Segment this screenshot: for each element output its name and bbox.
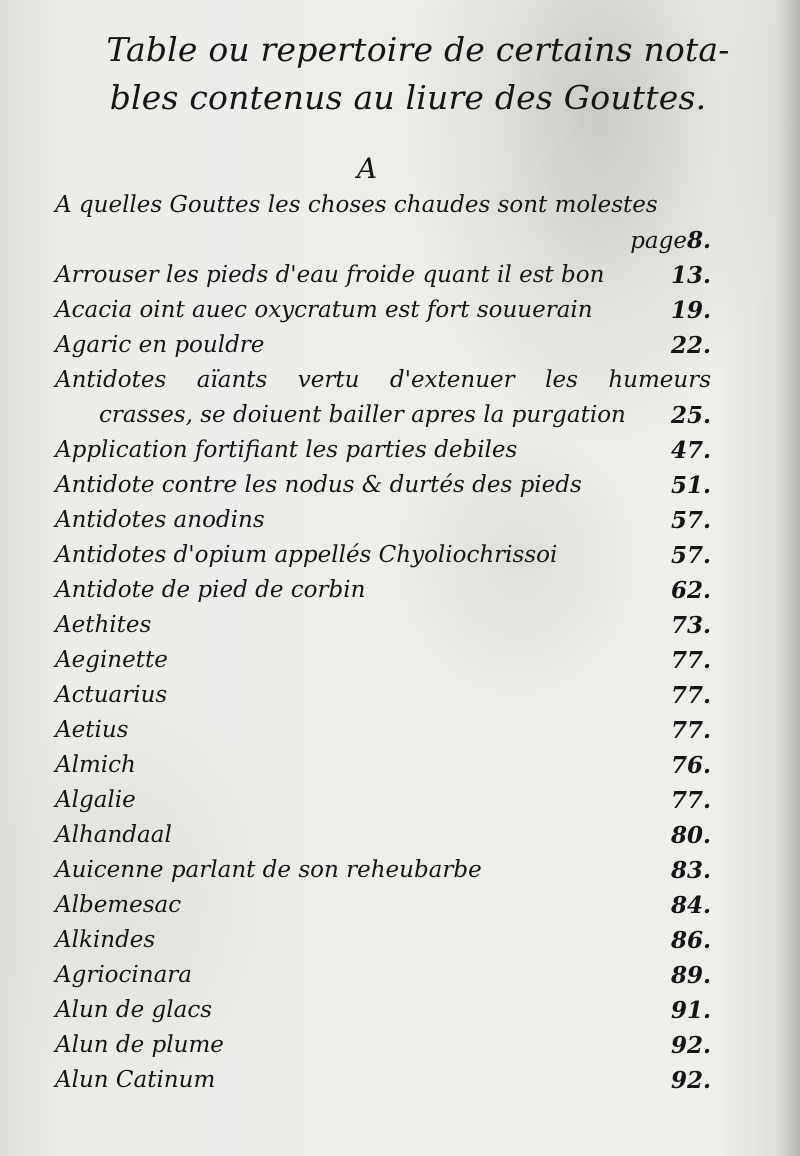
entry-page: 57. bbox=[670, 542, 711, 569]
index-entry bbox=[55, 608, 715, 643]
entry-text: Application fortifiant les parties debiles bbox=[55, 437, 518, 463]
entry-text: Arrouser les pieds d'eau froide quant il est bon bbox=[55, 262, 605, 288]
entry-page: 77. bbox=[670, 647, 711, 674]
entry-text: Alun de plume bbox=[55, 1032, 224, 1058]
index-entry bbox=[55, 573, 715, 608]
index-entry bbox=[55, 503, 715, 538]
entry-text: Algalie bbox=[55, 787, 136, 813]
index-entry bbox=[55, 783, 715, 818]
entry-page: 84. bbox=[670, 892, 711, 919]
entry-page: 57. bbox=[670, 507, 711, 534]
index-entry bbox=[55, 993, 715, 1028]
entry-text: Aetius bbox=[55, 717, 129, 743]
entry-page: 86. bbox=[670, 927, 711, 954]
index-entry bbox=[55, 293, 715, 328]
index-entry bbox=[55, 888, 715, 923]
page-word: page bbox=[630, 228, 687, 254]
entry-page: 62. bbox=[670, 577, 711, 604]
entry-page: 25. bbox=[670, 402, 711, 429]
entry-text: Alhandaal bbox=[55, 822, 172, 848]
entry-page: 51. bbox=[670, 472, 711, 499]
index-entries bbox=[55, 188, 715, 1098]
entry-page: 77. bbox=[670, 717, 711, 744]
entry-page: 91. bbox=[670, 997, 711, 1024]
index-entry bbox=[55, 853, 715, 888]
entry-text: Acacia oint auec oxycratum est fort souuerain bbox=[55, 297, 593, 323]
entry-text: Auicenne parlant de son reheubarbe bbox=[55, 857, 482, 883]
entry-page: 47. bbox=[670, 437, 711, 464]
index-entry bbox=[55, 713, 715, 748]
entry-page: 13. bbox=[670, 262, 711, 289]
entry-text: Actuarius bbox=[55, 682, 168, 708]
entry-page: 76. bbox=[670, 752, 711, 779]
entry-text: Alun Catinum bbox=[55, 1067, 216, 1093]
entry-text: Antidotes anodins bbox=[55, 507, 265, 533]
index-entry bbox=[55, 1028, 715, 1063]
entry-text: Antidotes d'opium appellés Chyoliochrissoi bbox=[55, 542, 558, 568]
entry-text: Aeginette bbox=[55, 647, 168, 673]
entry-text: A quelles Gouttes les choses chaudes sont molestes bbox=[55, 192, 658, 218]
entry-page: 77. bbox=[670, 787, 711, 814]
index-entry bbox=[55, 363, 715, 398]
entry-page: 92. bbox=[670, 1032, 711, 1059]
entry-page: 22. bbox=[670, 332, 711, 359]
entry-text: Antidotes aïants vertu d'extenuer les humeurs bbox=[55, 367, 711, 393]
index-entry bbox=[55, 188, 715, 258]
entry-page: 80. bbox=[670, 822, 711, 849]
index-entry bbox=[55, 923, 715, 958]
entry-text: Alun de glacs bbox=[55, 997, 213, 1023]
index-entry bbox=[55, 328, 715, 363]
page-title-line-1: Table ou repertoire de certains nota- bbox=[106, 30, 730, 69]
index-entry bbox=[55, 258, 715, 293]
entry-text: Agriocinara bbox=[55, 962, 193, 988]
entry-text: Antidote de pied de corbin bbox=[55, 577, 366, 603]
index-entry bbox=[55, 538, 715, 573]
entry-page-line bbox=[630, 223, 711, 259]
entry-text: Alkindes bbox=[55, 927, 156, 953]
page-gutter-shadow bbox=[778, 0, 800, 1156]
index-entry bbox=[55, 678, 715, 713]
entry-page: 89. bbox=[670, 962, 711, 989]
entry-text: Agaric en pouldre bbox=[55, 332, 265, 358]
section-letter: A bbox=[356, 152, 378, 185]
index-entry bbox=[55, 643, 715, 678]
entry-page: 19. bbox=[670, 297, 711, 324]
entry-page: 8. bbox=[686, 227, 711, 254]
index-entry bbox=[55, 433, 715, 468]
page-title-line-2: bles contenus au liure des Gouttes. bbox=[109, 78, 707, 117]
index-entry bbox=[55, 1063, 715, 1098]
index-entry bbox=[55, 818, 715, 853]
entry-text: Aethites bbox=[55, 612, 152, 638]
entry-text: crasses, se doiuent bailler apres la purgation bbox=[99, 402, 626, 428]
index-entry-continuation bbox=[55, 398, 715, 433]
entry-page: 73. bbox=[670, 612, 711, 639]
index-entry bbox=[55, 958, 715, 993]
entry-text: Albemesac bbox=[55, 892, 182, 918]
entry-text: Almich bbox=[55, 752, 136, 778]
entry-page: 92. bbox=[670, 1067, 711, 1094]
entry-text: Antidote contre les nodus & durtés des pieds bbox=[55, 472, 582, 498]
index-entry bbox=[55, 468, 715, 503]
entry-page: 77. bbox=[670, 682, 711, 709]
index-entry bbox=[55, 748, 715, 783]
entry-page: 83. bbox=[670, 857, 711, 884]
